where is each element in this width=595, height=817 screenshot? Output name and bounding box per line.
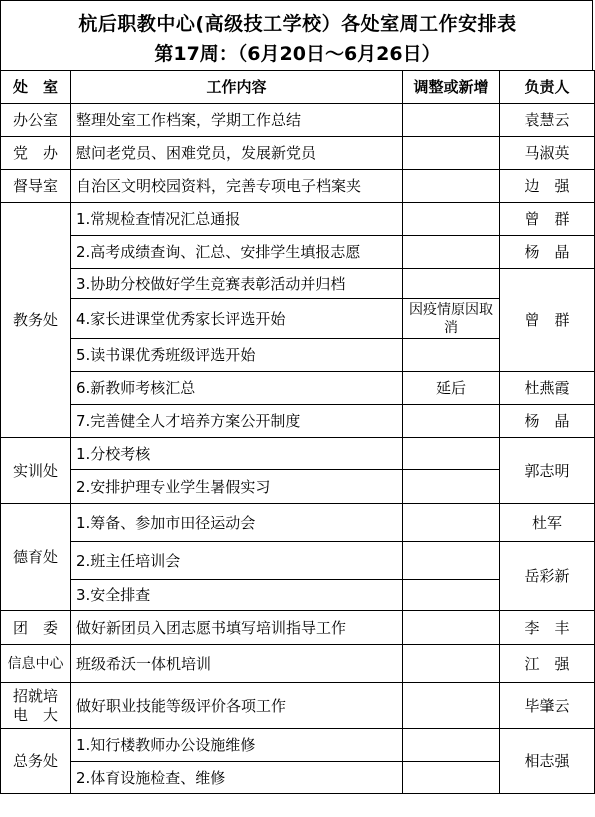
adjust-cell: [403, 137, 500, 170]
owner-cell: 边 强: [500, 170, 595, 203]
content-cell: 1.知行楼教师办公设施维修: [71, 729, 403, 762]
content-cell: 1.分校考核: [71, 438, 403, 470]
adjust-cell: [403, 405, 500, 438]
table-row: [1, 645, 595, 683]
dept-cell: 党 办: [1, 137, 71, 170]
content-cell: 1.筹备、参加市田径运动会: [71, 504, 403, 542]
content-cell: 5.读书课优秀班级评选开始: [71, 339, 403, 372]
header-content: 工作内容: [71, 71, 403, 104]
content-cell: 班级希沃一体机培训: [71, 645, 403, 683]
owner-cell: 曾 群: [500, 269, 595, 372]
adjust-cell: [403, 580, 500, 611]
adjust-cell: [403, 104, 500, 137]
owner-cell: 郭志明: [500, 438, 595, 504]
table-row: [1, 611, 595, 645]
table-row: [1, 405, 595, 438]
table-row: [1, 269, 595, 299]
adjust-cell: [403, 683, 500, 729]
dept-cell: 团 委: [1, 611, 71, 645]
dept-cell: 办公室: [1, 104, 71, 137]
adjust-cell: [403, 203, 500, 236]
adjust-cell: [403, 645, 500, 683]
dept-cell: 督导室: [1, 170, 71, 203]
adjust-cell: [403, 729, 500, 762]
dept-cell: 招就培电 大: [1, 683, 71, 729]
content-cell: 2.体育设施检查、维修: [71, 762, 403, 794]
page-subtitle: 第17周：（6月20日～6月26日）: [154, 43, 441, 65]
owner-cell: 杜军: [500, 504, 595, 542]
page-title: 杭后职教中心(高级技工学校）各处室周工作安排表: [78, 13, 517, 35]
owner-cell: 杜燕霞: [500, 372, 595, 405]
content-cell: 做好职业技能等级评价各项工作: [71, 683, 403, 729]
content-cell: 2.班主任培训会: [71, 542, 403, 580]
adjust-cell: [403, 762, 500, 794]
dept-cell: 实训处: [1, 438, 71, 504]
owner-cell: 李 丰: [500, 611, 595, 645]
adjust-cell: [403, 236, 500, 269]
header-adjust: 调整或新增: [403, 71, 500, 104]
dept-cell: 德育处: [1, 504, 71, 611]
dept-cell: 教务处: [1, 203, 71, 438]
table-row: [1, 729, 595, 762]
adjust-cell: [403, 269, 500, 299]
table-row: [1, 372, 595, 405]
header-owner: 负责人: [500, 71, 595, 104]
owner-cell: 岳彩新: [500, 542, 595, 611]
table-row: [1, 104, 595, 137]
owner-cell: 杨 晶: [500, 405, 595, 438]
content-cell: 自治区文明校园资料，完善专项电子档案夹: [71, 170, 403, 203]
content-cell: 3.协助分校做好学生竞赛表彰活动并归档: [71, 269, 403, 299]
table-row: [1, 137, 595, 170]
adjust-cell: [403, 170, 500, 203]
table-row: [1, 683, 595, 729]
content-cell: 1.常规检查情况汇总通报: [71, 203, 403, 236]
content-cell: 整理处室工作档案，学期工作总结: [71, 104, 403, 137]
content-cell: 3.安全排查: [71, 580, 403, 611]
content-cell: 4.家长进课堂优秀家长评选开始: [71, 299, 403, 339]
title-block: [0, 0, 593, 70]
adjust-cell: 延后: [403, 372, 500, 405]
adjust-cell: [403, 611, 500, 645]
table-row: [1, 542, 595, 580]
adjust-cell: [403, 339, 500, 372]
content-cell: 7.完善健全人才培养方案公开制度: [71, 405, 403, 438]
content-cell: 6.新教师考核汇总: [71, 372, 403, 405]
owner-cell: 袁慧云: [500, 104, 595, 137]
content-cell: 慰问老党员、困难党员，发展新党员: [71, 137, 403, 170]
table-header-row: [1, 71, 595, 104]
table-row: [1, 438, 595, 470]
table-row: [1, 236, 595, 269]
adjust-cell: [403, 542, 500, 580]
table-row: [1, 504, 595, 542]
table-row: [1, 170, 595, 203]
adjust-cell: [403, 470, 500, 504]
content-cell: 2.高考成绩查询、汇总、安排学生填报志愿: [71, 236, 403, 269]
content-cell: 2.安排护理专业学生暑假实习: [71, 470, 403, 504]
owner-cell: 曾 群: [500, 203, 595, 236]
owner-cell: 马淑英: [500, 137, 595, 170]
content-cell: 做好新团员入团志愿书填写培训指导工作: [71, 611, 403, 645]
dept-cell: 信息中心: [1, 645, 71, 683]
owner-cell: 杨 晶: [500, 236, 595, 269]
adjust-cell: [403, 438, 500, 470]
dept-cell: 总务处: [1, 729, 71, 794]
owner-cell: 江 强: [500, 645, 595, 683]
schedule-table: [0, 70, 595, 794]
adjust-cell: [403, 504, 500, 542]
table-row: [1, 203, 595, 236]
header-dept: 处 室: [1, 71, 71, 104]
adjust-cell: 因疫情原因取消: [403, 299, 500, 339]
owner-cell: 毕肇云: [500, 683, 595, 729]
owner-cell: 相志强: [500, 729, 595, 794]
